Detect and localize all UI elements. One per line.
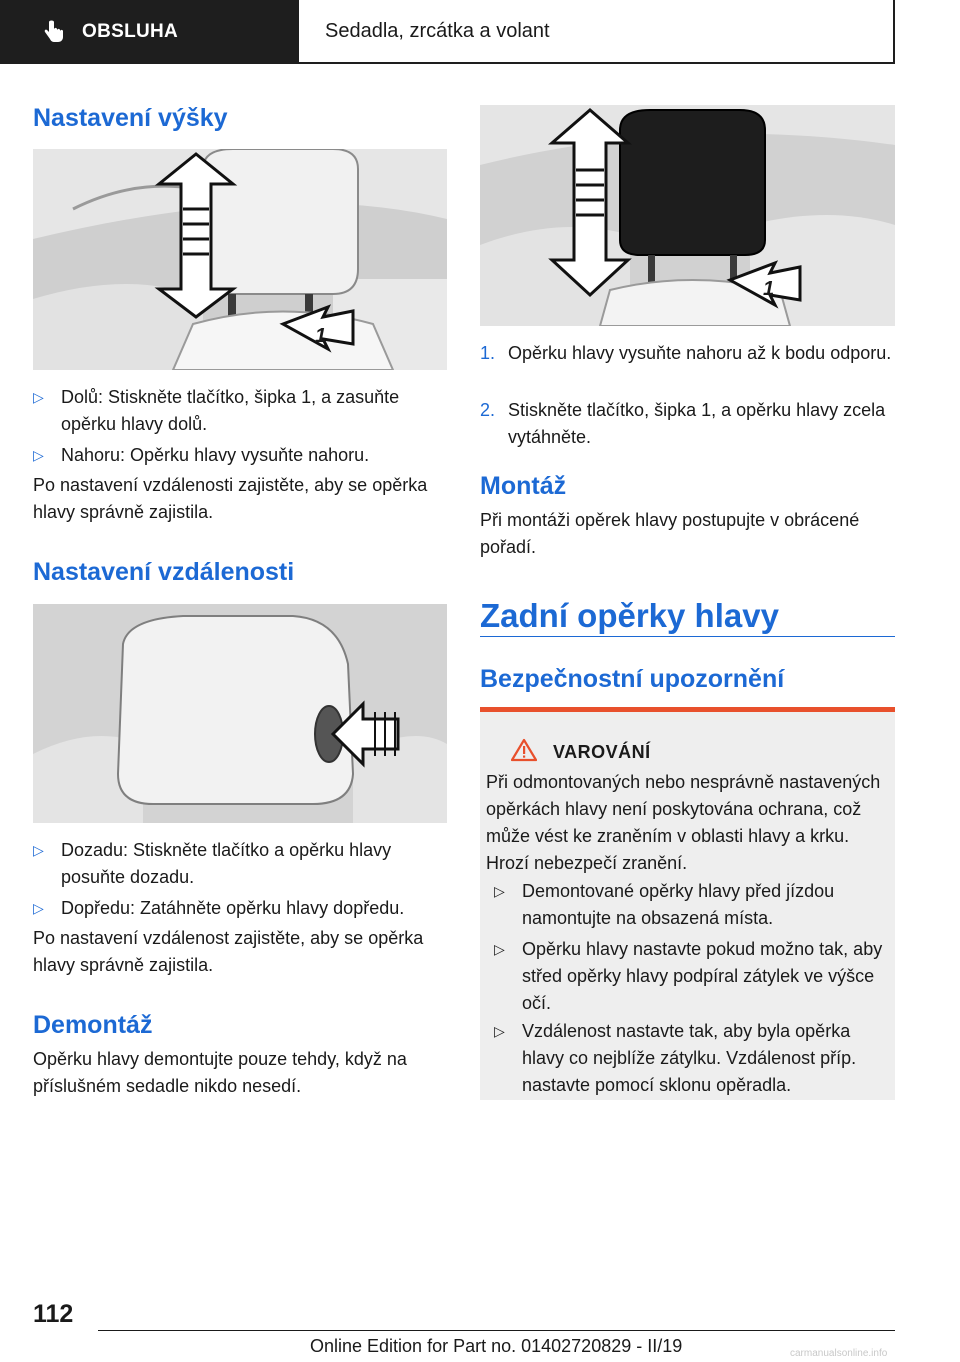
paragraph: Po nastavení vzdálenost zajistěte, aby se opěrka hlavy správně zajistila.	[33, 928, 424, 975]
triangle-bullet-icon: ▷	[33, 900, 44, 916]
page-number: 112	[33, 1300, 74, 1328]
hand-pointer-icon	[40, 19, 66, 45]
warning-bullet: ▷ Opěrku hlavy nastavte pokud možno tak, aby střed opěrky hlavy podpíral zátylek ve výšce očí.	[494, 936, 886, 1017]
heading-distance: Nastavení vzdálenosti	[33, 558, 295, 586]
heading-mount: Montáž	[480, 472, 567, 500]
heading-removal: Demontáž	[33, 1011, 153, 1039]
numbered-step: 2. Stiskněte tlačítko, šipka 1, a opěrku hlavy zcela vytáhněte.	[480, 400, 886, 447]
header-divider	[299, 0, 311, 64]
section-tab	[0, 0, 299, 64]
figure-headrest-height	[33, 149, 447, 370]
bullet-item: ▷ Dolů: Stiskněte tlačítko, šipka 1, a zasuňte opěrku hlavy dolů.	[33, 384, 447, 438]
warning-text: Při odmontovaných nebo nesprávně nastavených opěrkách hlavy není poskytována ochrana, což může vést ke zraněním v oblasti hlavy a krku. Hrozí nebezpečí zranění.	[486, 772, 881, 873]
figure-callout: 1	[315, 325, 327, 347]
warning-triangle-icon	[511, 738, 537, 762]
footer-edition: Online Edition for Part no. 01402720829 - II/19	[310, 1336, 683, 1356]
figure-headrest-distance	[33, 604, 447, 823]
figure-callout: 1	[763, 278, 775, 300]
warning-box	[480, 707, 895, 1100]
heading-safety: Bezpečnostní upozornění	[480, 665, 785, 693]
chapter-title: Sedadla, zrcátka a volant	[325, 19, 550, 42]
bullet-item: ▷ Dopředu: Zatáhněte opěrku hlavy dopředu.	[33, 895, 447, 922]
heading-rear-headrests: Zadní opěrky hlavy	[480, 597, 779, 634]
paragraph: Po nastavení vzdálenosti zajistěte, aby se opěrka hlavy správně zajistila.	[33, 475, 428, 522]
chapter-header	[311, 0, 895, 64]
warning-title: VAROVÁNÍ	[553, 742, 651, 762]
bullet-item: ▷ Nahoru: Opěrku hlavy vysuňte nahoru.	[33, 442, 447, 469]
warning-bullet: ▷ Vzdálenost nastavte tak, aby byla opěrka hlavy co nejblíže zátylku. Vzdálenost příp. nastavte pomocí sklonu opěradla.	[494, 1018, 886, 1099]
footer-rule	[98, 1330, 895, 1331]
figure-headrest-removal	[480, 105, 895, 326]
triangle-bullet-icon: ▷	[33, 447, 44, 463]
bullet-item: ▷ Dozadu: Stiskněte tlačítko a opěrku hlavy posuňte dozadu.	[33, 837, 447, 891]
triangle-bullet-icon: ▷	[494, 1023, 505, 1039]
triangle-bullet-icon: ▷	[494, 883, 505, 899]
heading-rule	[480, 636, 895, 637]
heading-height: Nastavení výšky	[33, 104, 228, 132]
triangle-bullet-icon: ▷	[33, 389, 44, 405]
warning-bullet: ▷ Demontované opěrky hlavy před jízdou namontujte na obsazená místa.	[494, 878, 886, 932]
watermark: carmanualsonline.info	[790, 1348, 888, 1359]
numbered-step: 1. Opěrku hlavy vysuňte nahoru až k bodu odporu.	[480, 343, 892, 363]
section-title: OBSLUHA	[82, 21, 179, 42]
triangle-bullet-icon: ▷	[33, 842, 44, 858]
paragraph: Při montáži opěrek hlavy postupujte v obrácené pořadí.	[480, 510, 860, 557]
paragraph: Opěrku hlavy demontujte pouze tehdy, když na příslušném sedadle nikdo nesedí.	[33, 1049, 407, 1096]
triangle-bullet-icon: ▷	[494, 941, 505, 957]
